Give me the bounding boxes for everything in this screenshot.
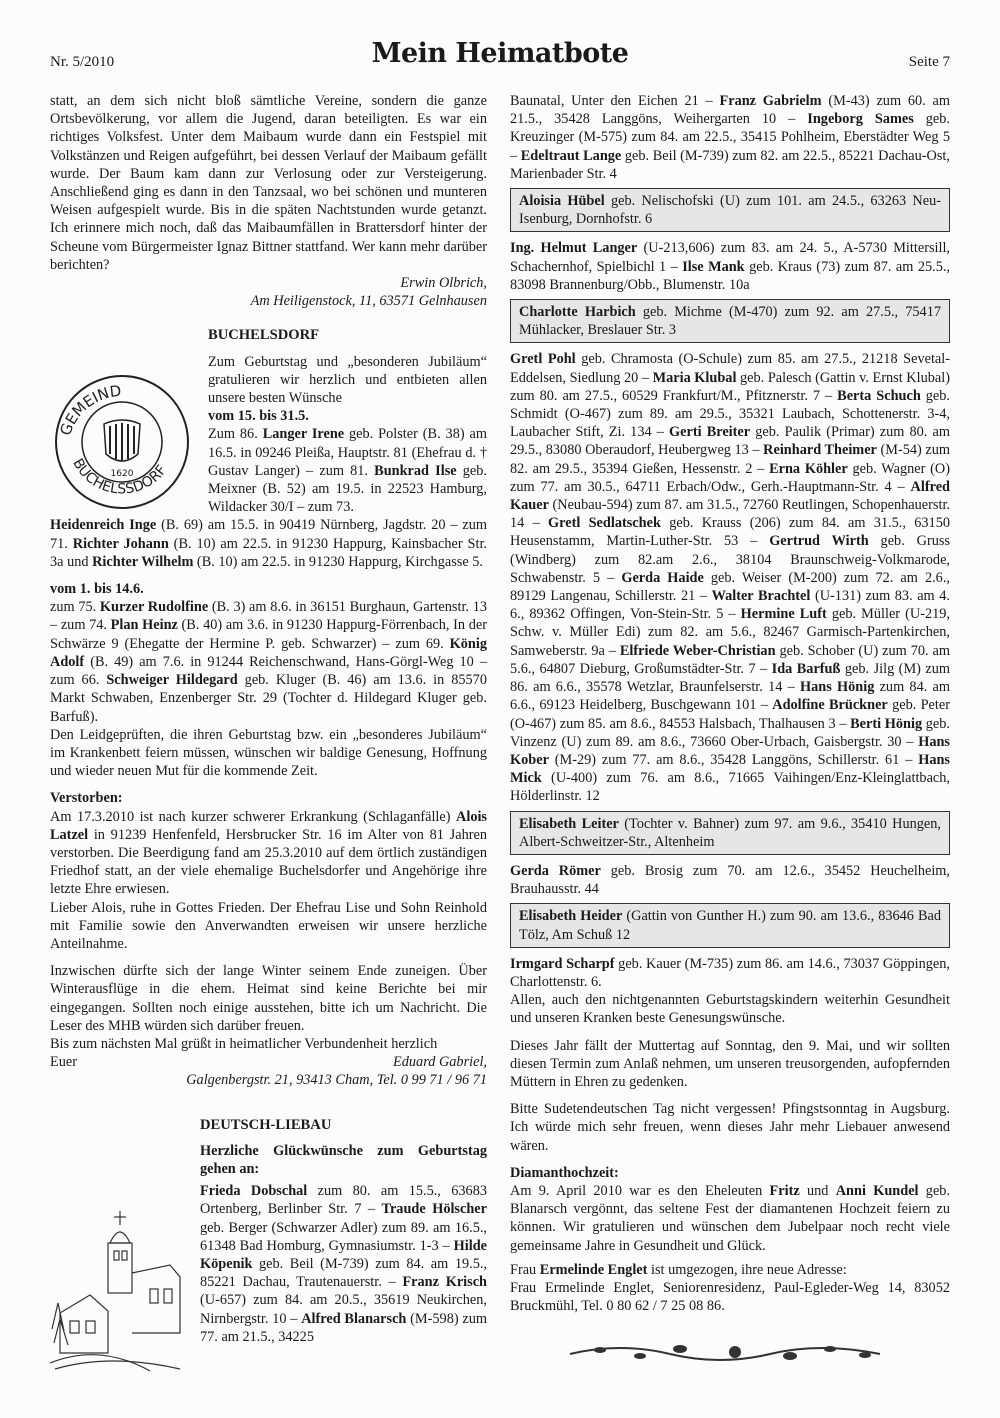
signature-olbrich-name: Erwin Olbrich, — [400, 275, 487, 292]
birthday-list-long: Gretl Pohl geb. Chramosta (O-Schule) zum 85. am 27.5., 21218 Sevetal-Eddelsen, Siedlung 20 – Maria Klubal geb. Palesch (Gattin v. Ernst Klubal) zum 80. am 27.5., 60529 Frankfurt/M., Pfitznerstr. 7 – Berta Schuch geb. Schmidt (O-467) zum 89. am 29.5., 35321 Laubach, Schottenerstr. 3-4, Laubacher Stift, Zi. 134 – Gerti Breiter geb. Paulik (Primar) zum 80. am 29.5., 83080 Oberaudorf, Heubergweg 13 – Reinhard Theimer (M-54) zum 82. am 29.5., 35394 Gießen, Hessenstr. 2 – Erna Köhler geb. Wagner (O) zum 77. am 30.5., 64711 Erbach/Odw., Gerh.-Hauptmann-Str. 4 – Alfred Kauer (Neubau-594) zum 87. am 31.5., 72760 Reutlingen, Schopenhauerstr. 14 – Gretl Sedlatschek geb. Krauss (206) zum 84. am 31.5., 63150 Heusenstamm, Martin-Luther-Str. 53 – Gertrud Wirth geb. Gruss (Windberg) zum 82.am 2.6., 38104 Braunschweig-Volkmarode, Schwabenstr. 5 – Gerda Haide geb. Weiser (M-200) zum 72. am 2.6., 89129 Langenau, Schillerstr. 21 – Walter Brachtel (U-131) zum 83. am 4. 6., 89362 Offingen, Von-Stein-Str. 5 – Hermine Luft geb. Müller (U-219, Schw. v. Müller Edi) zum 82. am 5.6., 82467 Garmisch-Partenkirchen, Samweberstr. 9a – Elfriede Weber-Christian geb. Schober (U) zum 70. am 5.6., 64807 Dieburg, Großumstädter-Str. 7 – Ida Barfuß geb. Jilg (M) zum 86. am 6.6., 35578 Wetzlar, Braunfelserstr. 14 – Hans Hönig zum 84. am 6.6., 69123 Heidelberg, Buschgewann 101 – Adolfine Brückner geb. Peter (O-467) zum 85. am 8.6., 84553 Halsbach, Thalhausen 3 – Berti Hönig geb. Vinzenz (U) zum 89. am 8.6., 73660 Ober-Urbach, Gaisbergstr. 30 – Hans Kober (M-29) zum 77. am 8.6., 35428 Langgöns, Schillerstr. 61 – Hans Mick (U-400) zum 76. am 8.6., 71665 Vaihingen/Enz-Kleinglattbach, Hölderlinstr. 12 — [510, 351, 951, 805]
winter-paragraph: Inzwischen dürfte sich der lange Winter seinem Ende zuneigen. Über Winterausflüge in die ehem. Heimat sind keine Berichte bei mir eingegangen. Sollten noch einige ausstehen, bitte ich um Nachricht. Die Leser des MHB würden sich darüber freuen. — [50, 963, 487, 1034]
mothers-day-paragraph: Dieses Jahr fällt der Muttertag auf Sonntag, den 9. Mai, und wir sollten diesen Termin zum Anlaß nehmen, um unseren treusorgenden, aufopfernden Müttern in Ehren zu gedenken. — [510, 1037, 950, 1090]
seal-bottom-text: BUCHELSSDORF — [69, 456, 170, 498]
address-change-text: Frau Ermelinde Englet ist umgezogen, ihre neue Adresse: — [510, 1261, 847, 1278]
entry-roemer: Gerda Römer geb. Brosig zum 70. am 12.6., 35452 Heuchelheim, Brauhausstr. 44 — [510, 862, 950, 898]
signature-gabriel-address: Galgenbergstr. 21, 93413 Cham, Tel. 0 99 71 / 96 71 — [186, 1072, 487, 1089]
birthday-list-may: Zum 86. Langer Irene geb. Polster (B. 38) am 16.5. in 09246 Pleißa, Hauptstr. 81 (Ehefrau d. † Gustav Langer) – zum 81. Bunkrad Ilse geb. Meixner (B. 52) am 19.5. in 22523 Hamburg, Wildacker 30/I – zum 73. — [208, 426, 487, 516]
birthday-list-continued: Baunatal, Unter den Eichen 21 – Franz Gabrielm (M-43) zum 60. am 21.5., 35428 Langgöns, Weihergarten 10 – Ingeborg Sames geb. Kreuzinger (M-575) zum 84. am 22.5., 35415 Pohlheim, Eberstädter Weg 5 – Edeltraut Lange geb. Beil (M-739) zum 82. am 22.5., 85221 Dachau-Ost, Marienbader Str. 4 — [510, 93, 950, 182]
signature-olbrich-address: Am Heiligenstock, 11, 63571 Gelnhausen — [250, 293, 487, 310]
left-column — [50, 92, 487, 1346]
sudeten-day-paragraph: Bitte Sudetendeutschen Tag nicht vergessen! Pfingstsonntag in Augsburg. Ich würde mich sehr freuen, wenn dieses Jahr mehr Liebauer anwesend wären. — [510, 1101, 950, 1154]
diamond-wedding-heading: Diamanthochzeit: — [510, 1164, 619, 1181]
section-heading-deutsch-liebau: DEUTSCH-LIEBAU — [200, 1116, 332, 1133]
address-change-new-address: Frau Ermelinde Englet, Seniorenresidenz, Paul-Egleder-Weg 14, 83052 Bruckmühl, Tel. 0 80 62 / 7 25 08 86. — [510, 1279, 950, 1315]
entry-langer: Ing. Helmut Langer (U-213,606) zum 83. am 24. 5., A-5730 Mittersill, Schachernhof, Spielbichl 1 – Ilse Mank geb. Kraus (73) zum 87. am 25.5., 83098 Brannenburg/Obb., Blumenstr. 10a — [510, 240, 951, 293]
issue-number: Nr. 5/2010 — [50, 54, 115, 70]
birthday-list-may-cont: Heidenreich Inge (B. 69) am 15.5. in 90419 Nürnberg, Jagdstr. 20 – zum 71. Richter Johann (B. 10) am 22.5. in 91230 Happurg, Kainsbacher Str. 3a und Richter Wilhelm (B. 10) am 22.5. in 91230 Happurg, Kirchgasse 5. — [50, 517, 488, 570]
floral-ornament-icon — [560, 1336, 910, 1366]
masthead-title: Mein Heimatbote — [371, 38, 629, 69]
obituary-condolence: Lieber Alois, ruhe in Gottes Frieden. Der Ehefrau Lise und Sohn Reinhold mit Familie sowie den Anverwandten erweisen wir unsere herzliche Anteilnahme. — [50, 899, 487, 952]
sick-wishes: Den Leidgeprüften, die ihren Geburtstag bzw. ein „besonderes Jubiläum“ im Krankenbett feiern müssen, wünschen wir baldige Genesung, Hoffnung und wieder neuen Mut für die kommende Zeit. — [50, 726, 487, 780]
section-heading-buchelsdorf: BUCHELSDORF — [208, 327, 320, 344]
diamond-wedding-text: Am 9. April 2010 war es den Eheleuten Fritz und Anni Kundel geb. Blanarsch vergönnt, das seltene Fest der diamantenen Hochzeit feiern zu können. Wir gratulieren und wünschen dem Jubelpaar noch recht viele gemeinsame Jahre in Gesundheit und Glück. — [510, 1182, 951, 1254]
entry-scharpf: Irmgard Scharpf geb. Kauer (M-735) zum 86. am 14.6., 73037 Göppingen, Charlottenstr. 6. — [510, 955, 950, 990]
closing-greeting: Bis zum nächsten Mal grüßt in heimatlicher Verbundenheit herzlich — [50, 1035, 438, 1052]
general-wishes: Allen, auch den nichtgenannten Geburtstagskindern weiterhin Gesundheit und unseren Kranken beste Genesungswünsche. — [510, 992, 950, 1027]
period-heading-june: vom 1. bis 14.6. — [50, 581, 144, 598]
seal-top-text: GEMEIND — [56, 381, 123, 438]
buchelsdorf-intro: Zum Geburtstag und „besonderen Jubiläum“ gratulieren wir herzlich und entbieten allen unsere besten Wünsche — [208, 353, 487, 407]
period-heading-may: vom 15. bis 31.5. — [208, 408, 309, 425]
obituary-text: Am 17.3.2010 ist nach kurzer schwerer Erkrankung (Schlaganfälle) Alois Latzel in 91239 Henfenfeld, Hersbrucker Str. 16 im Alter von 81 Jahren verstorben. Die Beerdigung fand am 25.3.2010 auf dem örtlich zuständigen Friedhof statt, an der viele ehemalige Buchelsdorfer und Angehörige ihre letzte Ehre erwiesen. — [50, 808, 487, 898]
intro-paragraph: statt, an dem sich nicht bloß sämtliche Vereine, sondern die ganze Ortsbevölkerung, vor allem die Jugend, daran beteiligten. Es war ein richtiges Volksfest. Unter dem Maibaum wurde dann ein Festspiel mit Volkstänzen und Reigen aufgeführt, bei dessen Verlauf der Maibaum gefällt wurde. Der Baum kam dann zur Verlosung oder zur Versteigerung. Anschließend ging es dann in den Tanzsaal, wo bei schönen und munteren Weisen aufgespielt wurde. Bis in die späten Nachtstunden wurde getanzt. Ich erinnere mich noch, daß das Maibaumfällen in Brattersdorf hinter der Scheune vom Bürgermeister Ignaz Bittner stattfand. Wer kann mehr darüber berichten? — [50, 93, 487, 273]
page-number: Seite 7 — [908, 54, 950, 70]
deutsch-liebau-intro: Herzliche Glückwünsche zum Geburtstag gehen an: — [200, 1142, 487, 1177]
seal-year: 1620 — [110, 469, 134, 479]
deutsch-liebau-list: Frieda Dobschal zum 80. am 15.5., 63683 Ortenberg, Berlinber Str. 7 – Traude Hölscher geb. Berger (Schwarzer Adler) zum 89. am 16.5., 61348 Bad Homburg, Gymnasiumstr. 1-3 – Hilde Köpenik geb. Beil (M-739) zum 84. am 19.5., 85221 Dachau, Trautenauerstr. – Franz Krisch (U-657) zum 84. am 20.5., 35619 Neukirchen, Nirnbergstr. 10 – Alfred Blanarsch (M-598) zum 77. am 21.5., 34225 — [200, 1183, 487, 1345]
highlight-box-huebel: Aloisia Hübel geb. Nelischofski (U) zum 101. am 24.5., 63263 Neu-Isenburg, Dornhofstr. 6 — [510, 188, 950, 232]
birthday-list-june: zum 75. Kurzer Rudolfine (B. 3) am 8.6. in 36151 Burghaun, Gartenstr. 13 – zum 74. Plan Heinz (B. 40) am 3.6. in 91230 Happurg-Förrenbach, In der Schwärze 9 (Ehegatte der Hermine P. geb. Schwarzer) – zum 69. König Adolf (B. 49) am 7.6. in 91244 Reichenschwand, Hans-Görgl-Weg 10 – zum 66. Schweiger Hildegard geb. Kluger (B. 46) am 13.6. in 85570 Markt Schwaben, Enzenberger Str. 29 (Tochter d. Hildegard Kluger geb. Barfuß). — [50, 599, 487, 725]
right-column — [510, 92, 950, 1315]
highlight-box-harbich: Charlotte Harbich geb. Michme (M-470) zum 92. am 27.5., 75417 Mühlacker, Breslauer Str. 3 — [510, 299, 950, 343]
highlight-box-heider: Elisabeth Heider (Gattin von Gunther H.) zum 90. am 13.6., 83646 Bad Tölz, Am Schuß 12 — [510, 903, 950, 947]
closing-euer: Euer Eduard Gabriel, — [50, 1054, 487, 1071]
obituary-heading: Verstorben: — [50, 790, 123, 807]
highlight-box-leiter: Elisabeth Leiter (Tochter v. Bahner) zum 97. am 9.6., 35410 Hungen, Albert-Schweitzer-Str., Altenheim — [510, 811, 950, 855]
